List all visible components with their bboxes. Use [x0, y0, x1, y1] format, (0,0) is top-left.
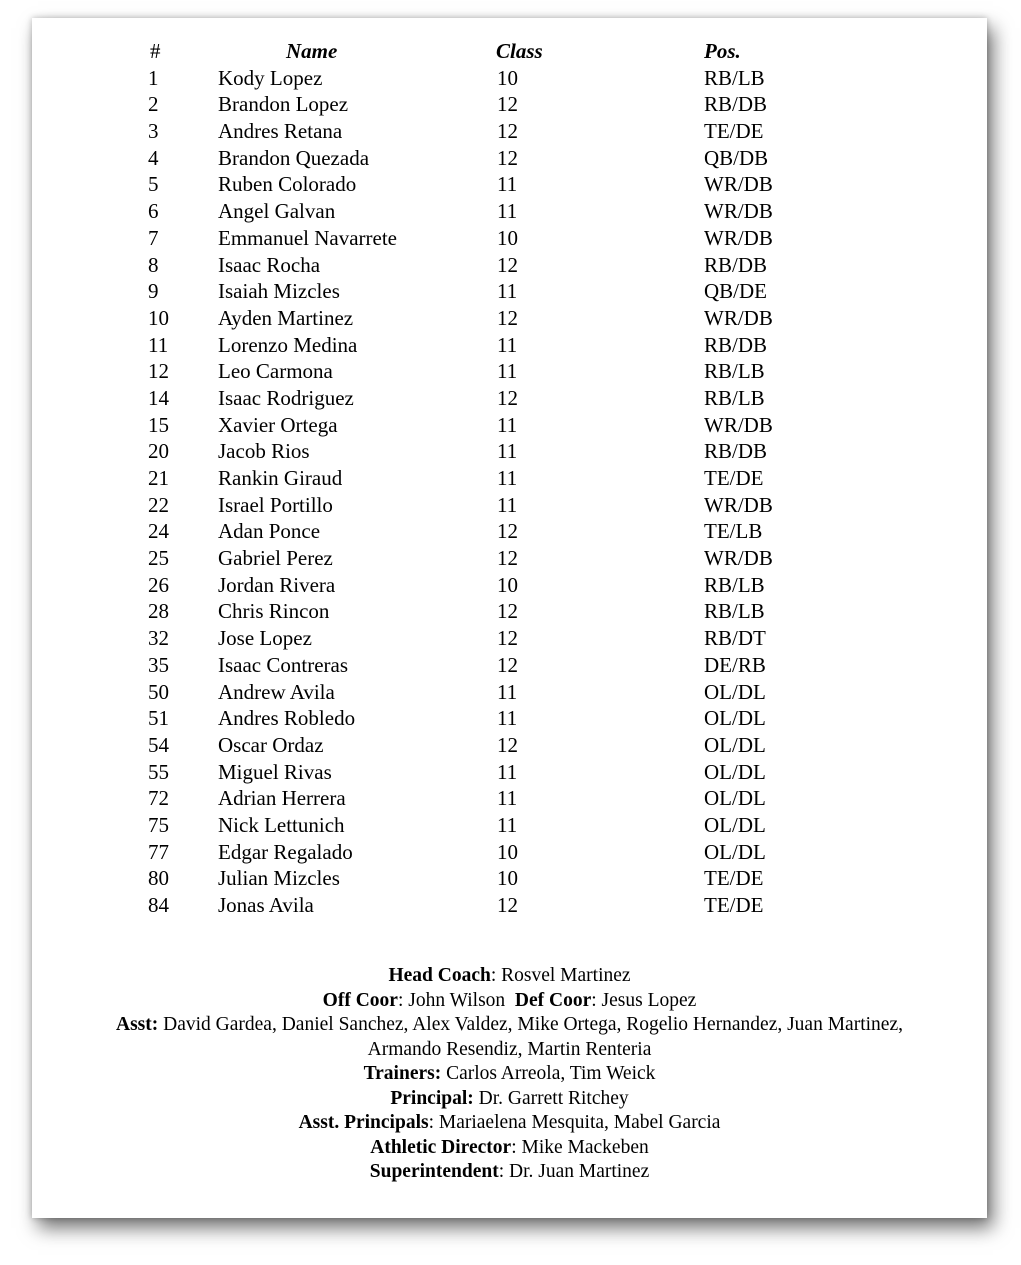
player-position: TE/DE [704, 119, 764, 144]
player-number: 9 [148, 279, 159, 304]
principal-label: Principal: [390, 1087, 474, 1109]
player-name: Adan Ponce [218, 519, 321, 544]
player-number: 28 [148, 599, 169, 624]
player-class: 10 [497, 225, 518, 250]
table-row [32, 865, 987, 892]
table-row [32, 305, 987, 332]
player-class: 10 [497, 839, 518, 864]
player-class: 11 [497, 679, 518, 704]
player-class: 11 [497, 439, 518, 464]
player-name: Andrew Avila [218, 679, 335, 704]
table-row [32, 358, 987, 385]
table-row [32, 892, 987, 919]
player-name: Lorenzo Medina [218, 332, 358, 357]
table-row [32, 679, 987, 706]
roster-rows [32, 65, 987, 919]
player-class: 12 [497, 119, 518, 144]
player-name: Gabriel Perez [218, 546, 333, 571]
trainers-value: Carlos Arreola, Tim Weick [441, 1063, 656, 1084]
player-class: 11 [497, 359, 518, 384]
table-row [32, 652, 987, 679]
player-number: 24 [148, 519, 169, 544]
player-position: OL/DL [704, 732, 766, 757]
roster-page [32, 18, 987, 1218]
player-number: 20 [148, 439, 169, 464]
player-number: 22 [148, 492, 169, 517]
table-row [32, 385, 987, 412]
player-position: RB/DT [704, 626, 766, 651]
player-position: RB/DB [704, 332, 768, 357]
table-row [32, 278, 987, 305]
player-position: DE/RB [704, 652, 766, 677]
player-number: 77 [148, 839, 169, 864]
player-number: 25 [148, 546, 169, 571]
superintendent-label: Superintendent [369, 1161, 499, 1182]
player-name: Israel Portillo [218, 492, 333, 517]
player-name: Angel Galvan [218, 199, 336, 224]
player-number: 15 [148, 412, 169, 437]
player-position: OL/DL [704, 812, 766, 837]
player-name: Brandon Quezada [218, 145, 370, 170]
player-class: 10 [497, 572, 518, 597]
player-class: 11 [497, 492, 518, 517]
player-position: QB/DE [704, 279, 767, 304]
player-number: 32 [148, 626, 169, 651]
player-position: OL/DL [704, 839, 766, 864]
player-position: OL/DL [704, 679, 766, 704]
off-coor-value: : John Wilson [397, 989, 515, 1011]
player-name: Julian Mizcles [218, 866, 340, 891]
table-row [32, 492, 987, 519]
player-name: Chris Rincon [218, 599, 330, 624]
player-name: Edgar Regalado [218, 839, 353, 864]
header-name: Name [286, 39, 338, 63]
player-name: Kody Lopez [218, 65, 323, 90]
athletic-director-value: : Mike Mackeben [511, 1136, 649, 1158]
roster-header-row [32, 38, 987, 65]
header-number: # [150, 39, 161, 63]
player-class: 10 [497, 866, 518, 891]
player-position: WR/DB [704, 412, 773, 437]
principal-line [32, 1087, 987, 1112]
player-class: 10 [497, 65, 518, 90]
table-row [32, 598, 987, 625]
player-name: Isaac Rocha [218, 252, 321, 277]
player-number: 51 [148, 706, 169, 731]
table-row [32, 225, 987, 252]
player-class: 12 [497, 385, 518, 410]
player-name: Xavier Ortega [218, 412, 338, 437]
head-coach-line [32, 964, 987, 989]
player-name: Ruben Colorado [218, 172, 357, 197]
player-number: 3 [148, 119, 159, 144]
player-class: 12 [497, 546, 518, 571]
player-name: Andres Retana [218, 119, 343, 144]
player-class: 11 [497, 706, 518, 731]
player-name: Jose Lopez [218, 626, 312, 651]
player-number: 4 [148, 145, 159, 170]
player-position: QB/DB [704, 145, 769, 170]
player-class: 12 [497, 732, 518, 757]
player-name: Ayden Martinez [218, 305, 354, 330]
table-row [32, 412, 987, 439]
player-number: 10 [148, 305, 169, 330]
player-number: 26 [148, 572, 169, 597]
player-position: TE/DE [704, 866, 764, 891]
player-number: 80 [148, 866, 169, 891]
table-row [32, 625, 987, 652]
asst-label: Asst: [116, 1014, 159, 1035]
player-position: WR/DB [704, 225, 773, 250]
player-class: 12 [497, 893, 518, 917]
player-class: 11 [497, 199, 518, 224]
roster-table [32, 38, 987, 919]
player-name: Andres Robledo [218, 706, 356, 731]
asst-value-2: Armando Resendiz, Martin Renteria [367, 1038, 652, 1060]
player-position: TE/LB [704, 519, 763, 544]
table-row [32, 545, 987, 572]
player-class: 11 [497, 812, 518, 837]
off-coor-label: Off Coor [322, 989, 398, 1011]
table-row [32, 465, 987, 492]
player-position: RB/LB [704, 385, 765, 410]
player-name: Brandon Lopez [218, 92, 349, 117]
player-class: 12 [497, 599, 518, 624]
player-position: WR/DB [704, 305, 773, 330]
def-coor-value: : Jesus Lopez [591, 989, 697, 1011]
table-row [32, 145, 987, 172]
table-row [32, 705, 987, 732]
player-position: OL/DL [704, 786, 766, 811]
player-name: Rankin Giraud [218, 466, 343, 490]
player-position: WR/DB [704, 199, 773, 224]
player-name: Adrian Herrera [218, 786, 346, 811]
player-position: TE/DE [704, 893, 764, 917]
player-number: 84 [148, 893, 169, 917]
player-number: 6 [148, 199, 159, 224]
table-row [32, 91, 987, 118]
player-number: 54 [148, 732, 169, 757]
coordinators-line [32, 989, 987, 1014]
header-class: Class [496, 39, 543, 63]
player-number: 72 [148, 786, 169, 811]
player-number: 14 [148, 385, 169, 410]
player-position: RB/LB [704, 599, 765, 624]
player-name: Emmanuel Navarrete [218, 225, 397, 250]
athletic-director-label: Athletic Director [370, 1136, 512, 1158]
player-position: RB/DB [704, 439, 768, 464]
player-class: 11 [497, 466, 518, 490]
asst-principals-value: : Mariaelena Mesquita, Mabel Garcia [428, 1112, 721, 1133]
player-class: 11 [497, 279, 518, 304]
table-row [32, 839, 987, 866]
principal-value: Dr. Garrett Ritchey [473, 1087, 629, 1109]
table-row [32, 732, 987, 759]
head-coach-value: : Rosvel Martinez [490, 965, 631, 986]
player-position: OL/DL [704, 706, 766, 731]
player-class: 12 [497, 145, 518, 170]
player-number: 2 [148, 92, 159, 117]
player-class: 11 [497, 332, 518, 357]
player-class: 11 [497, 786, 518, 811]
superintendent-value: : Dr. Juan Martinez [498, 1161, 650, 1182]
player-number: 1 [148, 65, 159, 90]
asst-value: David Gardea, Daniel Sanchez, Alex Valdez, Mike Ortega, Rogelio Hernandez, Juan Martinez, [158, 1014, 903, 1035]
player-class: 12 [497, 626, 518, 651]
player-position: WR/DB [704, 172, 773, 197]
player-position: RB/LB [704, 65, 765, 90]
player-class: 12 [497, 652, 518, 677]
table-row [32, 759, 987, 786]
table-row [32, 65, 987, 92]
player-number: 5 [148, 172, 159, 197]
athletic-director-line [32, 1136, 987, 1161]
player-class: 11 [497, 172, 518, 197]
player-position: WR/DB [704, 492, 773, 517]
player-number: 21 [148, 466, 169, 490]
table-row [32, 438, 987, 465]
player-class: 11 [497, 759, 518, 784]
head-coach-label: Head Coach [388, 965, 491, 986]
table-row [32, 252, 987, 279]
asst-line-2 [32, 1038, 987, 1063]
asst-principals-label: Asst. Principals [298, 1112, 429, 1133]
trainers-label: Trainers: [363, 1063, 442, 1084]
player-position: RB/DB [704, 252, 768, 277]
player-position: OL/DL [704, 759, 766, 784]
table-row [32, 171, 987, 198]
asst-principals-line [32, 1111, 987, 1136]
table-row [32, 572, 987, 599]
player-name: Isaac Rodriguez [218, 385, 354, 410]
player-number: 35 [148, 652, 169, 677]
player-position: WR/DB [704, 546, 773, 571]
table-row [32, 785, 987, 812]
player-name: Jonas Avila [218, 893, 314, 917]
player-number: 12 [148, 359, 169, 384]
table-row [32, 812, 987, 839]
asst-line [32, 1013, 987, 1038]
player-class: 11 [497, 412, 518, 437]
player-position: RB/LB [704, 359, 765, 384]
player-number: 11 [148, 332, 169, 357]
player-number: 8 [148, 252, 159, 277]
player-name: Nick Lettunich [218, 812, 345, 837]
table-row [32, 332, 987, 359]
def-coor-label: Def Coor [514, 989, 592, 1011]
player-class: 12 [497, 305, 518, 330]
player-name: Oscar Ordaz [218, 732, 324, 757]
player-name: Leo Carmona [218, 359, 333, 384]
player-name: Miguel Rivas [218, 759, 332, 784]
player-number: 50 [148, 679, 169, 704]
trainers-line [32, 1062, 987, 1087]
player-class: 12 [497, 519, 518, 544]
player-name: Isaiah Mizcles [218, 279, 340, 304]
player-name: Isaac Contreras [218, 652, 349, 677]
player-position: RB/DB [704, 92, 768, 117]
player-name: Jacob Rios [218, 439, 310, 464]
staff-credits [32, 964, 987, 1185]
player-position: RB/LB [704, 572, 765, 597]
player-class: 12 [497, 252, 518, 277]
player-position: TE/DE [704, 466, 764, 490]
player-number: 75 [148, 812, 169, 837]
player-number: 55 [148, 759, 169, 784]
superintendent-line [32, 1160, 987, 1185]
table-row [32, 198, 987, 225]
header-position: Pos. [704, 39, 741, 63]
table-row [32, 118, 987, 145]
player-number: 7 [148, 225, 159, 250]
player-name: Jordan Rivera [218, 572, 336, 597]
player-class: 12 [497, 92, 518, 117]
table-row [32, 518, 987, 545]
